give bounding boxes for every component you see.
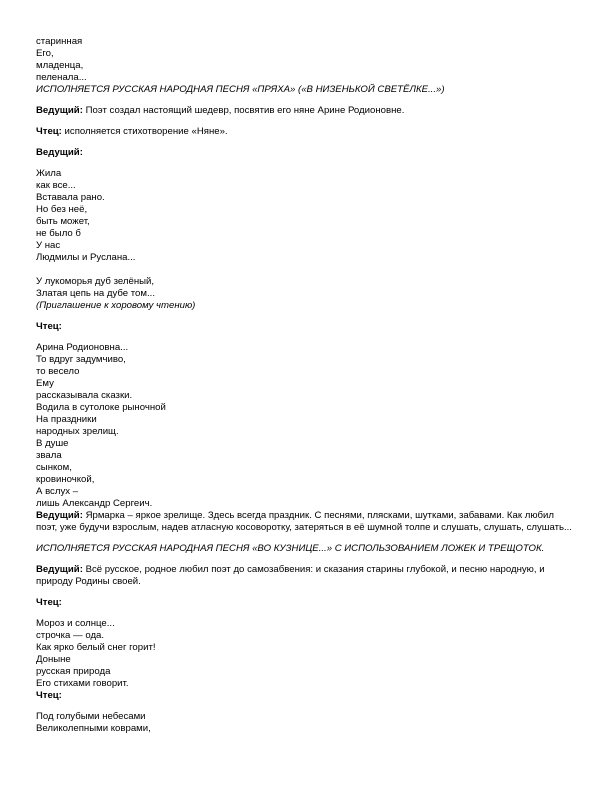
verse-line: Под голубыми небесами [36,711,146,722]
verse-line: Но без неё, [36,204,88,215]
verse-line: как все... [36,180,76,191]
verse-line: Вставала рано. [36,192,105,203]
verse-line: Арина Родионовна... [36,342,129,353]
verse-line: пеленала... [36,72,87,83]
verse-line: Златая цепь на дубе том... [36,288,155,299]
verse-line: Его стихами говорит. [36,678,129,689]
verse-line: Его, [36,48,54,59]
paragraph-text: Поэт создал настоящий шедевр, посвятив его няне Арине Родионовне. [82,105,405,116]
verse-line: Жила [36,168,62,179]
verse-block-2 [36,168,576,264]
speaker-label: Ведущий: [36,105,83,116]
speaker-heading-reader: Чтец: [36,690,62,701]
host-paragraph-3 [36,564,576,588]
verse-block-6 [36,711,576,735]
verse-line: строчка — ода. [36,630,105,641]
speaker-heading-host: Ведущий: [36,147,83,158]
paragraph-text: Ярмарка – яркое зрелище. Здесь всегда праздник. С песнями, плясками, шутками, забавами. Как любил поэт, уже будучи взрослым, надев атласную косоворотку, затеряться в её шумной толпе и слушать, слушать, слушать... [36,510,572,533]
verse-line: Людмилы и Руслана... [36,252,136,263]
verse-line: то весело [36,366,80,377]
host-paragraph-1 [36,105,576,117]
verse-block-1 [36,36,576,84]
document-page [36,36,576,735]
verse-line: лишь Александр Сергеич. [36,498,153,509]
verse-line: В душе [36,438,69,449]
verse-line: Мороз и солнце... [36,618,115,629]
verse-block-3 [36,276,576,300]
song-direction-2: ИСПОЛНЯЕТСЯ РУССКАЯ НАРОДНАЯ ПЕСНЯ «ВО КУЗНИЦЕ...» С ИСПОЛЬЗОВАНИЕМ ЛОЖЕК И ТРЕЩОТОК. [36,543,545,554]
verse-line: народных зрелищ. [36,426,119,437]
paragraph-text: исполняется стихотворение «Няне». [61,126,228,137]
verse-line: Водила в сутолоке рыночной [36,402,166,413]
verse-line: Великолепными коврами, [36,723,151,734]
verse-line: То вдруг задумчиво, [36,354,126,365]
paragraph-text: Всё русское, родное любил поэт до самозабвения: и сказания старины глубокой, и песню народную, и природу Родины своей. [36,564,545,587]
host-paragraph-2 [36,510,576,534]
speaker-label: Ведущий: [36,510,83,521]
verse-line: младенца, [36,60,84,71]
verse-line: быть может, [36,216,90,227]
verse-line: У нас [36,240,61,251]
verse-line: У лукоморья дуб зелёный, [36,276,155,287]
verse-line: не было б [36,228,81,239]
reader-paragraph-1 [36,126,576,138]
verse-line: сынком, [36,462,72,473]
verse-line: звала [36,450,62,461]
verse-line: Ему [36,378,54,389]
speaker-heading-reader: Чтец: [36,597,62,608]
speaker-label: Чтец: [36,126,62,137]
verse-line: русская природа [36,666,111,677]
verse-line: А вслух – [36,486,79,497]
song-direction-1: ИСПОЛНЯЕТСЯ РУССКАЯ НАРОДНАЯ ПЕСНЯ «ПРЯХА» («В НИЗЕНЬКОЙ СВЕТЁЛКЕ...») [36,84,445,95]
verse-line: старинная [36,36,83,47]
speaker-heading-reader: Чтец: [36,321,62,332]
verse-line: Доныне [36,654,71,665]
verse-block-4 [36,342,576,510]
verse-line: Как ярко белый снег горит! [36,642,156,653]
speaker-label: Ведущий: [36,564,83,575]
verse-line: На праздники [36,414,97,425]
verse-line: рассказывала сказки. [36,390,133,401]
verse-line: кровиночкой, [36,474,95,485]
stage-direction: (Приглашение к хоровому чтению) [36,300,196,311]
verse-block-5 [36,618,576,690]
